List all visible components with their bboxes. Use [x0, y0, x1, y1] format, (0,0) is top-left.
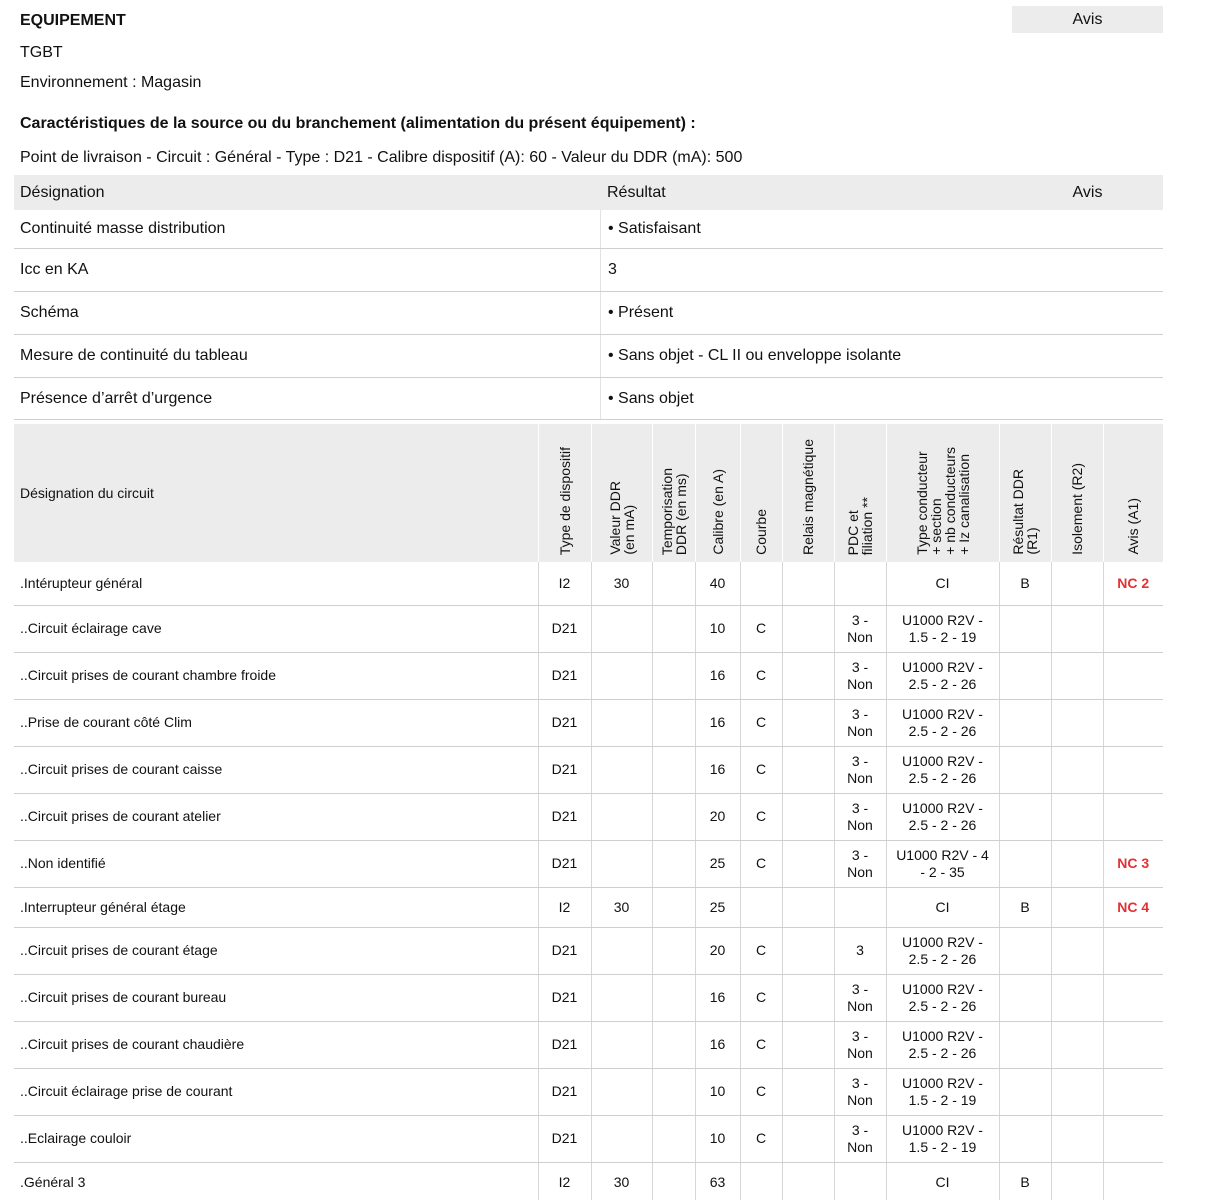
circuit-row: [14, 927, 1163, 974]
circuit-cell-ddr: [591, 699, 652, 746]
circuit-cell-isolement: [1051, 746, 1103, 793]
resultat-cell: • Sans objet - CL II ou enveloppe isolante: [600, 335, 1163, 377]
avis-a1-header: Avis (A1): [1103, 424, 1163, 562]
circuit-cell-ddr: [591, 840, 652, 887]
circuit-cell-name: ..Circuit prises de courant atelier: [14, 793, 538, 840]
circuit-cell-calibre: 16: [695, 974, 740, 1021]
circuit-cell-tempo: [652, 974, 695, 1021]
circuit-cell-isolement: [1051, 927, 1103, 974]
circuit-cell-avis: [1103, 974, 1163, 1021]
circuit-cell-pdc: 3 - Non: [834, 605, 886, 652]
circuit-cell-resultat-ddr: [999, 1115, 1051, 1162]
circuit-cell-tempo: [652, 840, 695, 887]
conducteur-header: Type conducteur + section + nb conducteurs + Iz canalisation: [886, 424, 999, 562]
avis-header: Avis: [1012, 6, 1163, 33]
circuit-cell-avis: [1103, 605, 1163, 652]
circuit-cell-relais: [782, 974, 834, 1021]
circuit-cell-isolement: [1051, 974, 1103, 1021]
circuit-cell-isolement: [1051, 1068, 1103, 1115]
circuit-cell-courbe: C: [740, 699, 782, 746]
designation-cell: Présence d’arrêt d’urgence: [20, 389, 213, 407]
circuit-cell-avis: NC 3: [1103, 840, 1163, 887]
designation-row: [14, 335, 1163, 378]
circuit-cell-name: ..Circuit prises de courant bureau: [14, 974, 538, 1021]
circuit-row: [14, 1162, 1163, 1200]
circuit-cell-relais: [782, 1162, 834, 1200]
circuit-cell-tempo: [652, 1162, 695, 1200]
circuit-cell-ddr: [591, 793, 652, 840]
circuit-cell-courbe: C: [740, 746, 782, 793]
circuit-cell-calibre: 10: [695, 605, 740, 652]
circuit-cell-resultat-ddr: [999, 1021, 1051, 1068]
circuit-cell-courbe: C: [740, 1021, 782, 1068]
circuit-cell-type: I2: [538, 1162, 591, 1200]
circuit-cell-tempo: [652, 652, 695, 699]
type-header: Type de dispositif: [538, 424, 591, 562]
circuit-cell-calibre: 40: [695, 562, 740, 605]
relais-header: Relais magnétique: [782, 424, 834, 562]
circuit-cell-pdc: 3 - Non: [834, 974, 886, 1021]
circuit-cell-conducteur: U1000 R2V - 2.5 - 2 - 26: [886, 927, 999, 974]
circuit-cell-type: I2: [538, 887, 591, 927]
circuit-cell-type: D21: [538, 746, 591, 793]
circuit-row: [14, 746, 1163, 793]
circuit-cell-relais: [782, 605, 834, 652]
designation-row: [14, 249, 1163, 292]
circuit-cell-conducteur: CI: [886, 1162, 999, 1200]
circuit-cell-conducteur: CI: [886, 562, 999, 605]
circuit-cell-relais: [782, 562, 834, 605]
circuit-cell-conducteur: U1000 R2V - 2.5 - 2 - 26: [886, 974, 999, 1021]
circuit-cell-resultat-ddr: B: [999, 887, 1051, 927]
circuit-row: [14, 699, 1163, 746]
circuit-cell-resultat-ddr: [999, 746, 1051, 793]
circuit-cell-resultat-ddr: [999, 699, 1051, 746]
circuit-cell-conducteur: U1000 R2V - 2.5 - 2 - 26: [886, 1021, 999, 1068]
circuit-header-row: [14, 424, 1163, 562]
circuit-cell-isolement: [1051, 793, 1103, 840]
circuit-cell-avis: NC 4: [1103, 887, 1163, 927]
circuit-cell-tempo: [652, 1068, 695, 1115]
circuit-cell-courbe: C: [740, 927, 782, 974]
circuit-cell-calibre: 20: [695, 793, 740, 840]
circuit-cell-calibre: 16: [695, 746, 740, 793]
circuit-cell-type: D21: [538, 605, 591, 652]
circuit-cell-courbe: [740, 1162, 782, 1200]
circuit-cell-calibre: 20: [695, 927, 740, 974]
avis-column-header: Avis: [1072, 183, 1103, 201]
circuit-cell-tempo: [652, 927, 695, 974]
circuit-cell-resultat-ddr: [999, 1068, 1051, 1115]
circuit-cell-pdc: 3 - Non: [834, 746, 886, 793]
circuit-cell-avis: [1103, 1115, 1163, 1162]
circuit-row: [14, 1021, 1163, 1068]
circuit-cell-pdc: 3 - Non: [834, 652, 886, 699]
equipment-title: EQUIPEMENT: [20, 12, 126, 29]
circuit-cell-calibre: 10: [695, 1068, 740, 1115]
circuit-cell-relais: [782, 887, 834, 927]
circuit-name-header: Désignation du circuit: [14, 424, 538, 562]
circuit-cell-pdc: 3 - Non: [834, 1068, 886, 1115]
courbe-header: Courbe: [740, 424, 782, 562]
circuit-cell-ddr: [591, 1068, 652, 1115]
circuit-row: [14, 605, 1163, 652]
circuit-cell-type: D21: [538, 1115, 591, 1162]
designation-row: [14, 210, 1163, 249]
circuit-cell-ddr: [591, 974, 652, 1021]
circuit-table: [14, 424, 1163, 1200]
circuit-cell-tempo: [652, 562, 695, 605]
circuit-cell-tempo: [652, 793, 695, 840]
circuit-cell-isolement: [1051, 652, 1103, 699]
circuit-cell-calibre: 63: [695, 1162, 740, 1200]
circuit-cell-tempo: [652, 887, 695, 927]
circuit-cell-relais: [782, 1115, 834, 1162]
circuit-cell-ddr: [591, 1115, 652, 1162]
circuit-cell-name: ..Circuit prises de courant chambre froide: [14, 652, 538, 699]
circuit-cell-courbe: [740, 562, 782, 605]
circuit-cell-isolement: [1051, 562, 1103, 605]
circuit-cell-resultat-ddr: [999, 840, 1051, 887]
circuit-cell-name: ..Prise de courant côté Clim: [14, 699, 538, 746]
circuit-cell-ddr: 30: [591, 887, 652, 927]
circuit-cell-tempo: [652, 699, 695, 746]
circuit-cell-ddr: 30: [591, 1162, 652, 1200]
circuit-cell-isolement: [1051, 1115, 1103, 1162]
circuit-cell-tempo: [652, 1115, 695, 1162]
circuit-row: [14, 652, 1163, 699]
circuit-cell-calibre: 16: [695, 652, 740, 699]
ddr-header: Valeur DDR (en mA): [591, 424, 652, 562]
circuit-row: [14, 887, 1163, 927]
resultat-header: Résultat: [607, 183, 666, 201]
circuit-cell-avis: [1103, 927, 1163, 974]
resultat-cell: • Présent: [600, 292, 1163, 334]
circuit-cell-isolement: [1051, 1021, 1103, 1068]
circuit-cell-tempo: [652, 605, 695, 652]
circuit-cell-conducteur: CI: [886, 887, 999, 927]
designation-cell: Schéma: [20, 304, 79, 321]
resultat-cell: • Sans objet: [600, 378, 1163, 419]
circuit-cell-resultat-ddr: B: [999, 562, 1051, 605]
circuit-cell-pdc: 3 - Non: [834, 1021, 886, 1068]
circuit-row: [14, 974, 1163, 1021]
circuit-row: [14, 1068, 1163, 1115]
equipment-name: TGBT: [20, 44, 63, 61]
circuit-cell-pdc: [834, 887, 886, 927]
circuit-cell-calibre: 16: [695, 699, 740, 746]
isolement-header: Isolement (R2): [1051, 424, 1103, 562]
circuit-cell-conducteur: U1000 R2V - 2.5 - 2 - 26: [886, 652, 999, 699]
circuit-cell-pdc: 3 - Non: [834, 840, 886, 887]
circuit-cell-courbe: C: [740, 793, 782, 840]
circuit-row: [14, 562, 1163, 605]
circuit-cell-conducteur: U1000 R2V - 1.5 - 2 - 19: [886, 1068, 999, 1115]
designation-row: [14, 292, 1163, 335]
circuit-cell-avis: [1103, 793, 1163, 840]
circuit-cell-conducteur: U1000 R2V - 2.5 - 2 - 26: [886, 746, 999, 793]
designation-cell: Mesure de continuité du tableau: [20, 347, 248, 364]
circuit-cell-calibre: 25: [695, 887, 740, 927]
circuit-cell-resultat-ddr: [999, 974, 1051, 1021]
source-details: Point de livraison - Circuit : Général - Type : D21 - Calibre dispositif (A): 60 - Valeur du DDR (mA): 500: [20, 149, 743, 166]
designation-table: [14, 175, 1163, 420]
designation-header: Désignation: [20, 183, 105, 201]
circuit-cell-name: ..Circuit prises de courant étage: [14, 927, 538, 974]
circuit-cell-type: D21: [538, 652, 591, 699]
circuit-cell-type: D21: [538, 974, 591, 1021]
circuit-cell-resultat-ddr: [999, 652, 1051, 699]
circuit-cell-avis: [1103, 652, 1163, 699]
circuit-cell-avis: [1103, 746, 1163, 793]
circuit-cell-tempo: [652, 1021, 695, 1068]
circuit-cell-ddr: [591, 927, 652, 974]
circuit-cell-conducteur: U1000 R2V - 1.5 - 2 - 19: [886, 605, 999, 652]
circuit-cell-relais: [782, 1021, 834, 1068]
circuit-cell-conducteur: U1000 R2V - 2.5 - 2 - 26: [886, 793, 999, 840]
circuit-cell-relais: [782, 699, 834, 746]
circuit-cell-name: ..Circuit éclairage cave: [14, 605, 538, 652]
circuit-cell-ddr: [591, 652, 652, 699]
circuit-cell-type: D21: [538, 793, 591, 840]
circuit-row: [14, 840, 1163, 887]
circuit-cell-isolement: [1051, 840, 1103, 887]
circuit-cell-courbe: [740, 887, 782, 927]
circuit-cell-name: ..Circuit éclairage prise de courant: [14, 1068, 538, 1115]
circuit-cell-conducteur: U1000 R2V - 4 - 2 - 35: [886, 840, 999, 887]
circuit-cell-pdc: 3 - Non: [834, 793, 886, 840]
circuit-cell-relais: [782, 793, 834, 840]
circuit-cell-calibre: 16: [695, 1021, 740, 1068]
circuit-cell-name: ..Eclairage couloir: [14, 1115, 538, 1162]
circuit-cell-relais: [782, 652, 834, 699]
designation-cell: Icc en KA: [20, 261, 89, 278]
circuit-cell-courbe: C: [740, 840, 782, 887]
resultat-ddr-header: Résultat DDR (R1): [999, 424, 1051, 562]
circuit-cell-pdc: [834, 562, 886, 605]
circuit-cell-pdc: 3 - Non: [834, 1115, 886, 1162]
circuit-row: [14, 793, 1163, 840]
circuit-cell-relais: [782, 746, 834, 793]
circuit-cell-pdc: 3 - Non: [834, 699, 886, 746]
circuit-cell-avis: [1103, 699, 1163, 746]
circuit-cell-calibre: 10: [695, 1115, 740, 1162]
circuit-cell-tempo: [652, 746, 695, 793]
circuit-cell-pdc: 3: [834, 927, 886, 974]
circuit-cell-name: .Général 3: [14, 1162, 538, 1200]
circuit-cell-isolement: [1051, 1162, 1103, 1200]
circuit-cell-type: I2: [538, 562, 591, 605]
circuit-cell-relais: [782, 1068, 834, 1115]
circuit-cell-name: .Interrupteur général étage: [14, 887, 538, 927]
circuit-cell-type: D21: [538, 927, 591, 974]
calibre-header: Calibre (en A): [695, 424, 740, 562]
tempo-header: Temporisation DDR (en ms): [652, 424, 695, 562]
circuit-cell-ddr: 30: [591, 562, 652, 605]
circuit-cell-isolement: [1051, 605, 1103, 652]
circuit-cell-name: ..Circuit prises de courant chaudière: [14, 1021, 538, 1068]
circuit-cell-conducteur: U1000 R2V - 1.5 - 2 - 19: [886, 1115, 999, 1162]
circuit-cell-courbe: C: [740, 1115, 782, 1162]
circuit-cell-type: D21: [538, 1021, 591, 1068]
circuit-cell-conducteur: U1000 R2V - 2.5 - 2 - 26: [886, 699, 999, 746]
circuit-cell-relais: [782, 927, 834, 974]
circuit-cell-courbe: C: [740, 652, 782, 699]
circuit-cell-type: D21: [538, 840, 591, 887]
circuit-cell-name: ..Circuit prises de courant caisse: [14, 746, 538, 793]
circuit-cell-resultat-ddr: [999, 927, 1051, 974]
source-heading: Caractéristiques de la source ou du branchement (alimentation du présent équipement) :: [20, 115, 696, 132]
circuit-cell-ddr: [591, 746, 652, 793]
circuit-cell-name: ..Non identifié: [14, 840, 538, 887]
circuit-cell-avis: NC 2: [1103, 562, 1163, 605]
circuit-cell-courbe: C: [740, 974, 782, 1021]
circuit-cell-type: D21: [538, 1068, 591, 1115]
designation-cell: Continuité masse distribution: [20, 220, 226, 237]
circuit-cell-resultat-ddr: [999, 605, 1051, 652]
designation-table-header: [14, 175, 1163, 210]
circuit-cell-avis: [1103, 1162, 1163, 1200]
circuit-cell-courbe: C: [740, 605, 782, 652]
circuit-cell-courbe: C: [740, 1068, 782, 1115]
circuit-cell-calibre: 25: [695, 840, 740, 887]
circuit-cell-ddr: [591, 605, 652, 652]
circuit-cell-pdc: [834, 1162, 886, 1200]
resultat-cell: 3: [600, 249, 1163, 291]
circuit-cell-isolement: [1051, 699, 1103, 746]
circuit-cell-avis: [1103, 1068, 1163, 1115]
circuit-cell-isolement: [1051, 887, 1103, 927]
circuit-cell-ddr: [591, 1021, 652, 1068]
environment-label: Environnement : Magasin: [20, 74, 202, 91]
designation-row: [14, 378, 1163, 420]
circuit-cell-avis: [1103, 1021, 1163, 1068]
circuit-cell-relais: [782, 840, 834, 887]
resultat-cell: • Satisfaisant: [600, 210, 1163, 248]
pdc-header: PDC et filiation **: [834, 424, 886, 562]
circuit-cell-name: .Intérupteur général: [14, 562, 538, 605]
circuit-cell-resultat-ddr: B: [999, 1162, 1051, 1200]
circuit-cell-resultat-ddr: [999, 793, 1051, 840]
circuit-row: [14, 1115, 1163, 1162]
circuit-cell-type: D21: [538, 699, 591, 746]
